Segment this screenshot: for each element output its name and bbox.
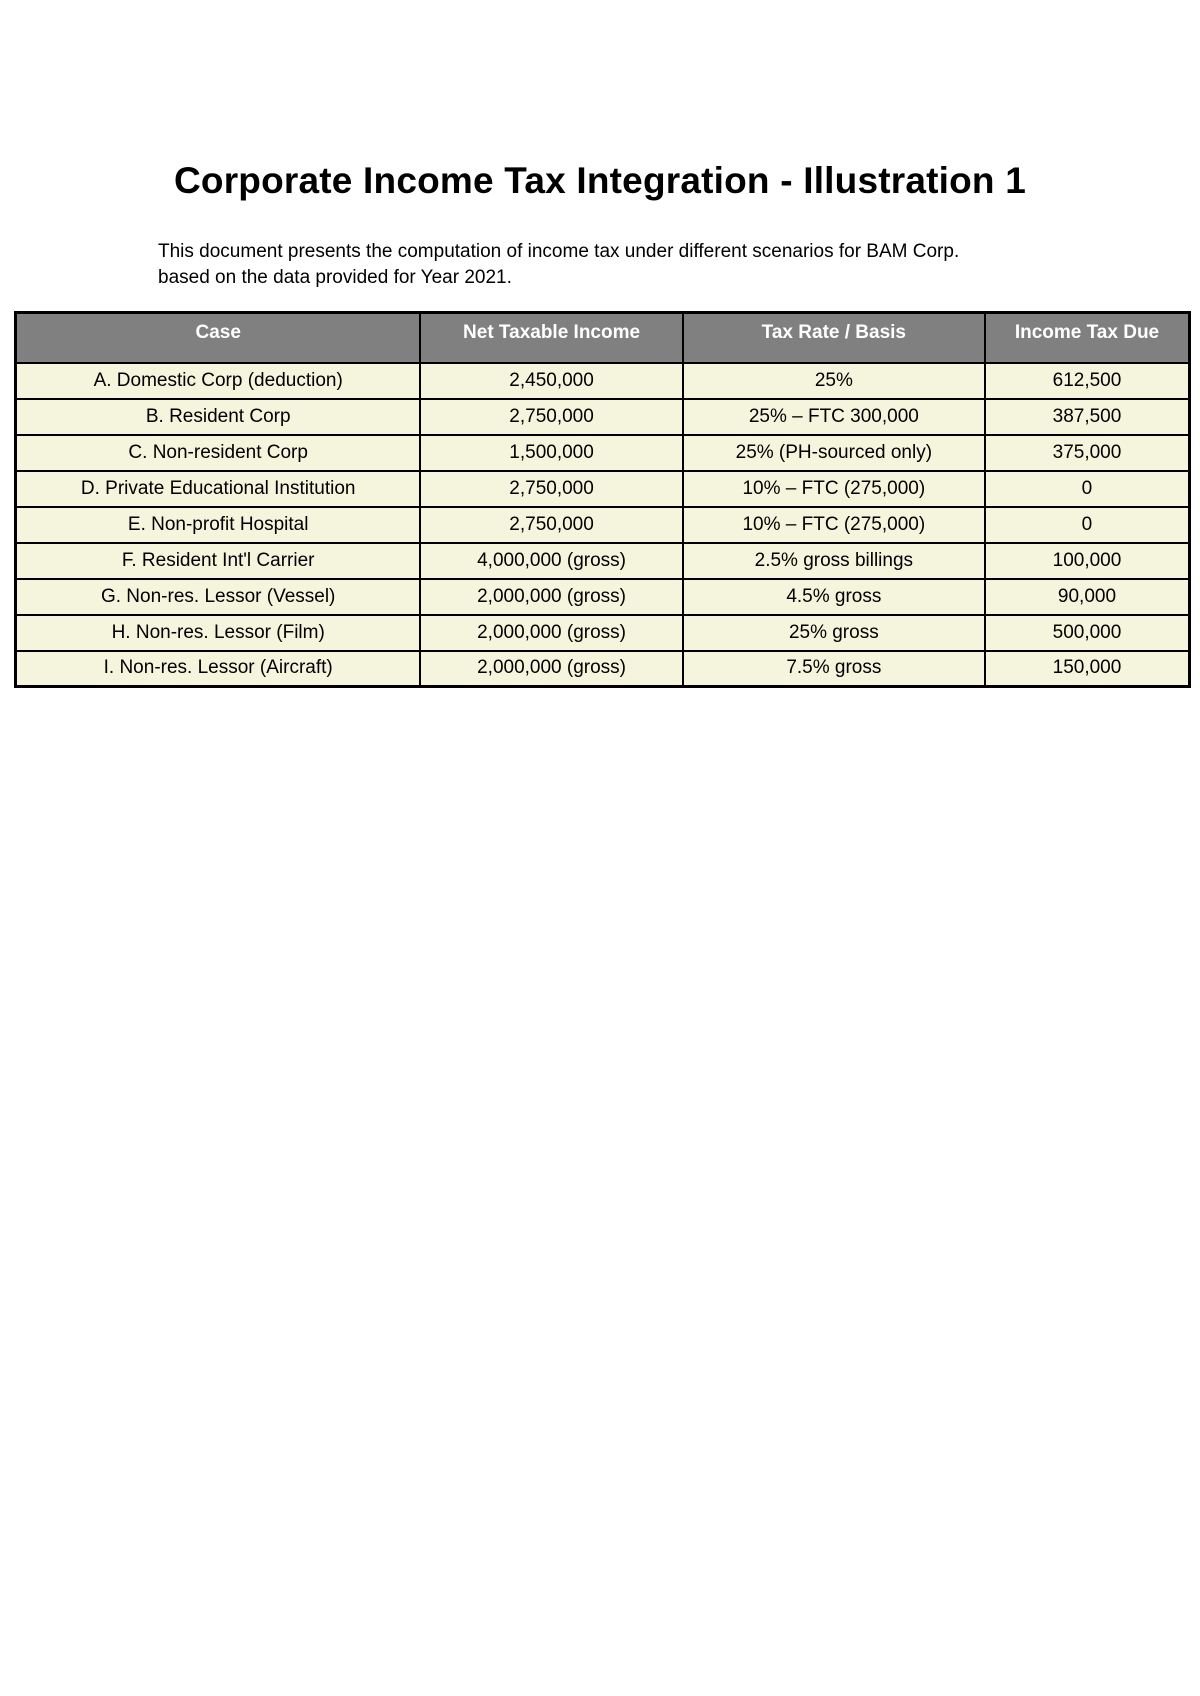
intro-line-2: based on the data provided for Year 2021.	[158, 267, 512, 288]
table-row	[16, 507, 1190, 543]
cell-case: B. Resident Corp	[16, 399, 421, 435]
table-row	[16, 651, 1190, 687]
cell-income-tax-due: 100,000	[985, 543, 1190, 579]
table-row	[16, 399, 1190, 435]
cell-case: A. Domestic Corp (deduction)	[16, 363, 421, 399]
header-tax-rate-basis: Tax Rate / Basis	[683, 313, 985, 363]
cell-tax-rate-basis: 10% – FTC (275,000)	[683, 507, 985, 543]
cell-income-tax-due: 150,000	[985, 651, 1190, 687]
table-header-row	[16, 313, 1190, 363]
cell-tax-rate-basis: 7.5% gross	[683, 651, 985, 687]
cell-income-tax-due: 612,500	[985, 363, 1190, 399]
cell-tax-rate-basis: 25% gross	[683, 615, 985, 651]
cell-net-taxable-income: 2,000,000 (gross)	[420, 651, 682, 687]
cell-case: I. Non-res. Lessor (Aircraft)	[16, 651, 421, 687]
cell-tax-rate-basis: 4.5% gross	[683, 579, 985, 615]
intro-paragraph	[158, 239, 1058, 291]
table-row	[16, 471, 1190, 507]
table-row	[16, 615, 1190, 651]
cell-tax-rate-basis: 25%	[683, 363, 985, 399]
header-case: Case	[16, 313, 421, 363]
cell-net-taxable-income: 2,750,000	[420, 507, 682, 543]
cell-income-tax-due: 90,000	[985, 579, 1190, 615]
cell-tax-rate-basis: 10% – FTC (275,000)	[683, 471, 985, 507]
document-title: Corporate Income Tax Integration - Illustration 1	[173, 160, 1026, 201]
cell-case: H. Non-res. Lessor (Film)	[16, 615, 421, 651]
cell-income-tax-due: 500,000	[985, 615, 1190, 651]
cell-case: E. Non-profit Hospital	[16, 507, 421, 543]
cell-income-tax-due: 387,500	[985, 399, 1190, 435]
cell-case: F. Resident Int'l Carrier	[16, 543, 421, 579]
cell-net-taxable-income: 2,000,000 (gross)	[420, 615, 682, 651]
tax-table	[14, 311, 1191, 688]
header-net-taxable-income: Net Taxable Income	[420, 313, 682, 363]
cell-income-tax-due: 375,000	[985, 435, 1190, 471]
cell-net-taxable-income: 4,000,000 (gross)	[420, 543, 682, 579]
cell-tax-rate-basis: 25% (PH-sourced only)	[683, 435, 985, 471]
cell-net-taxable-income: 2,750,000	[420, 399, 682, 435]
header-income-tax-due: Income Tax Due	[985, 313, 1190, 363]
cell-case: C. Non-resident Corp	[16, 435, 421, 471]
table-row	[16, 543, 1190, 579]
table-row	[16, 579, 1190, 615]
intro-line-1: This document presents the computation of income tax under different scenarios for BAM Corp.	[158, 241, 960, 262]
cell-income-tax-due: 0	[985, 507, 1190, 543]
cell-case: G. Non-res. Lessor (Vessel)	[16, 579, 421, 615]
table-row	[16, 435, 1190, 471]
cell-tax-rate-basis: 25% – FTC 300,000	[683, 399, 985, 435]
cell-income-tax-due: 0	[985, 471, 1190, 507]
cell-net-taxable-income: 2,000,000 (gross)	[420, 579, 682, 615]
cell-case: D. Private Educational Institution	[16, 471, 421, 507]
cell-tax-rate-basis: 2.5% gross billings	[683, 543, 985, 579]
table-row	[16, 363, 1190, 399]
cell-net-taxable-income: 2,750,000	[420, 471, 682, 507]
cell-net-taxable-income: 2,450,000	[420, 363, 682, 399]
cell-net-taxable-income: 1,500,000	[420, 435, 682, 471]
